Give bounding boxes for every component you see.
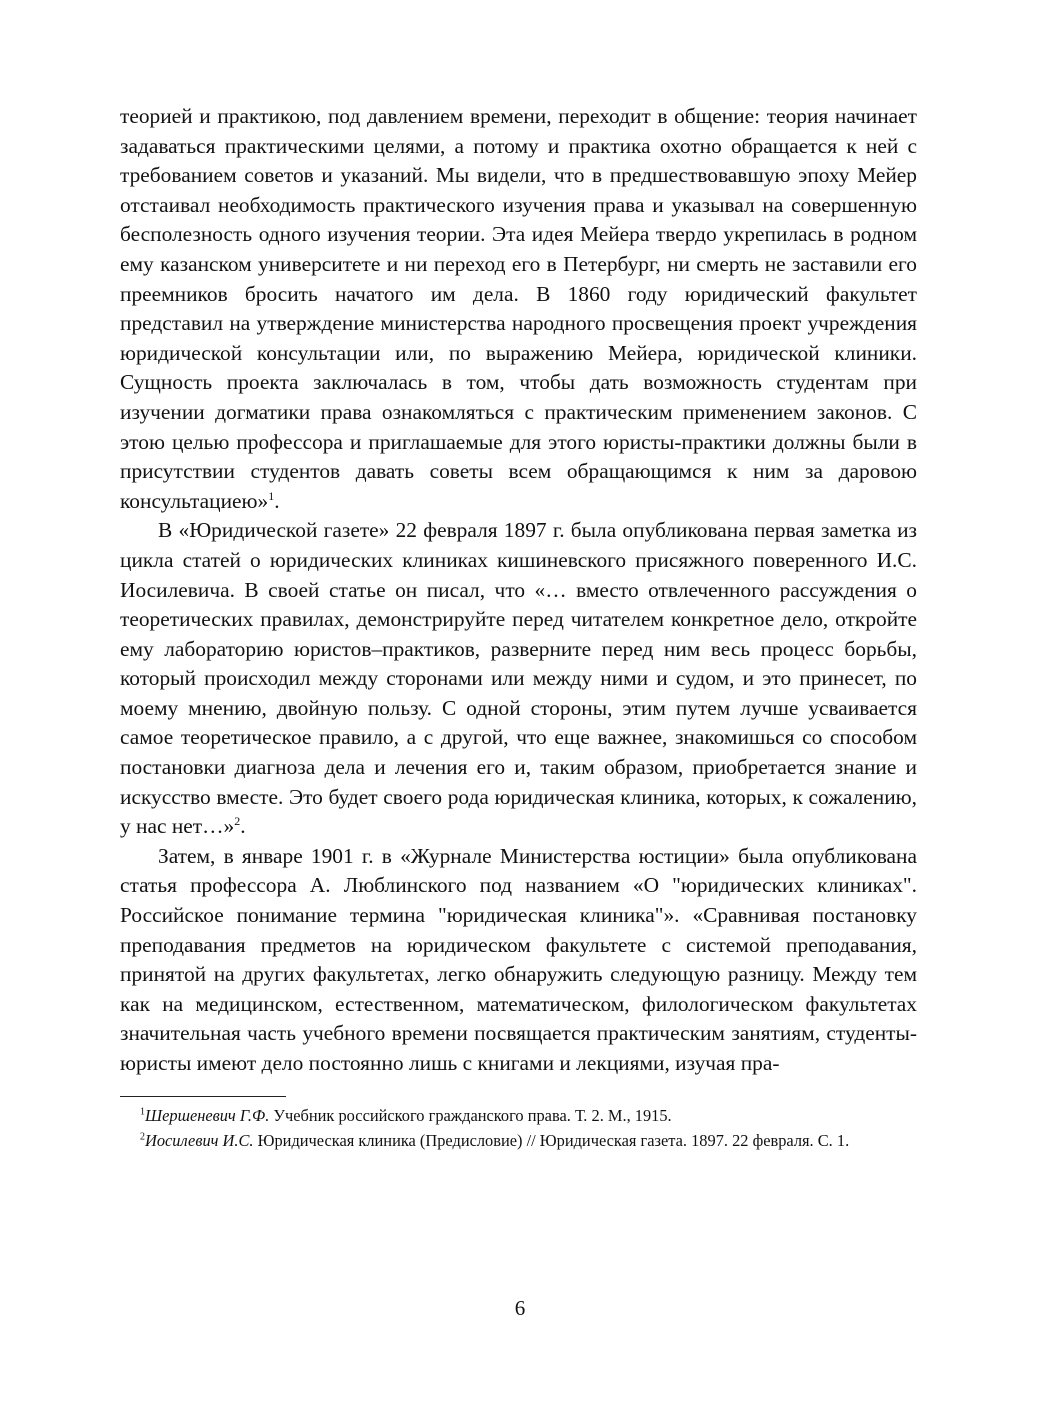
page-number: 6 bbox=[514, 1296, 526, 1320]
paragraph-2-end: . bbox=[240, 814, 246, 839]
footnote-2-text: Юридическая клиника (Предисловие) // Юридическая газета. 1897. 22 февраля. С. 1. bbox=[253, 1130, 850, 1150]
paragraph-2-text: В «Юридической газете» 22 февраля 1897 г. была опубликована первая заметка из цикла статей о юридических клиниках кишиневского присяжного поверенного И.С. Иосилевича. В своей статье он писал, что «… вместо отвлеченного рассуждения о теоретических правилах, демонстрируйте перед читателем конкретное дело, откройте ему лабораторию юристов–практиков, разверните перед ним весь процесс борьбы, который происходил между сторонами или между ними и судом, и это принесет, по моему мнению, двойную пользу. С одной стороны, этим путем лучше усваивается самое теоретическое правило, а с другой, что еще важнее, знакомишься со способом постановки диагноза дела и лечения его и, таким образом, приобретается знание и искусство вместе. Это будет своего рода юридическая клиника, которых, к сожалению, у нас нет…» bbox=[120, 518, 917, 839]
footnote-1 bbox=[120, 1103, 917, 1128]
page-body bbox=[120, 102, 917, 1153]
paragraph-3 bbox=[120, 842, 917, 1079]
paragraph-2 bbox=[120, 516, 917, 842]
footnote-ref-2: 2 bbox=[234, 814, 241, 829]
footnote-divider bbox=[120, 1096, 286, 1097]
footnote-2-author: Иосилевич И.С. bbox=[145, 1130, 254, 1150]
paragraph-1 bbox=[120, 102, 917, 516]
footnote-1-mark: 1 bbox=[140, 1106, 145, 1118]
footnote-2 bbox=[120, 1128, 917, 1153]
paragraph-3-text: Затем, в январе 1901 г. в «Журнале Министерства юстиции» была опубликована статья профессора А. Люблинского под названием «О "юридических клиниках". Российское понимание термина "юридическая клиника"». «Сравнивая постановку преподавания предметов на юридическом факультете с системой преподавания, принятой на других факультетах, легко обнаружить следующую разницу. Между тем как на медицинском, естественном, математическом, филологическом факультетах значительная часть учебного времени посвящается практическим занятиям, студенты-юристы имеют дело постоянно лишь с книгами и лекциями, изучая пра- bbox=[120, 843, 917, 1075]
paragraph-1-end: . bbox=[274, 488, 280, 513]
footnote-1-author: Шершеневич Г.Ф. bbox=[145, 1105, 270, 1125]
footnote-ref-1: 1 bbox=[268, 488, 275, 503]
footnote-2-mark: 2 bbox=[140, 1131, 145, 1143]
paragraph-1-text: теорией и практикою, под давлением времени, переходит в общение: теория начинает задаваться практическими целями, а потому и практика охотно обращается к ней с требованием советов и указаний. Мы видели, что в предшествовавшую эпоху Мейер отстаивал необходимость практического изучения права и указывал на совершенную бесполезность одного изучения теории. Эта идея Мейера твердо укрепилась в родном ему казанском университете и ни переход его в Петербург, ни смерть не заставили его преемников бросить начатого им дела. В 1860 году юридический факультет представил на утверждение министерства народного просвещения проект учреждения юридической консультации или, по выражению Мейера, юридической клиники. Сущность проекта заключалась в том, чтобы дать возможность студентам при изучении догматики права ознакомляться с практическим применением законов. С этою целью профессора и приглашаемые для этого юристы-практики должны были в присутствии студентов давать советы всем обращающимся к ним за даровою консультациею» bbox=[120, 104, 917, 513]
footnote-1-text: Учебник российского гражданского права. Т. 2. М., 1915. bbox=[269, 1105, 672, 1125]
